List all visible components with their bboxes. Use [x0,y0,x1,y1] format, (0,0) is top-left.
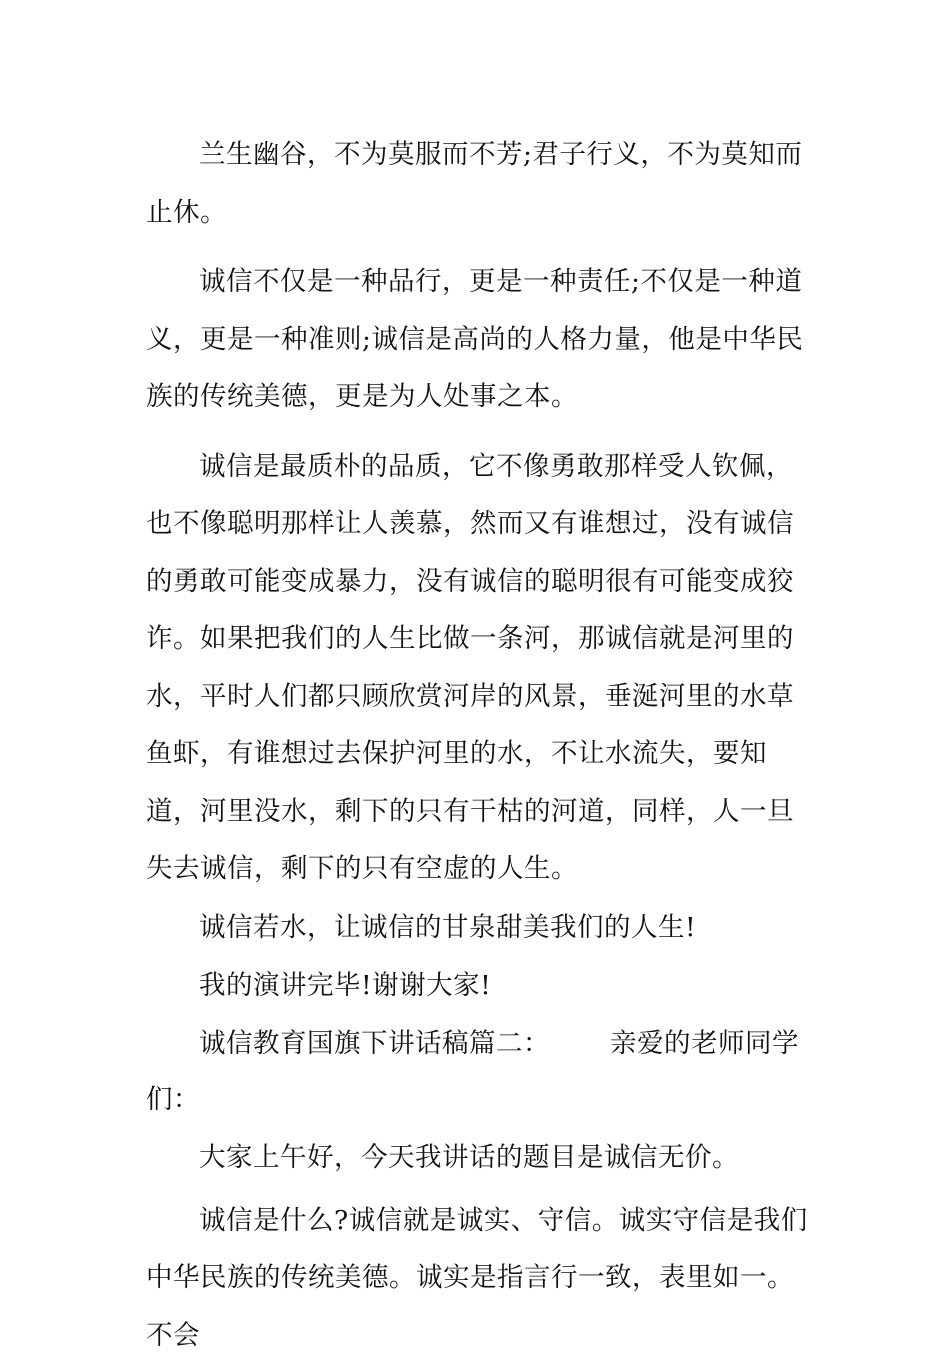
paragraph-1: 兰生幽谷，不为莫服而不芳;君子行义，不为莫知而止休。 [146,126,814,241]
paragraph-7: 诚信是什么?诚信就是诚实、守信。诚实守信是我们中华民族的传统美德。诚实是指言行一致，表里如一。不会 [146,1192,814,1364]
section-heading [146,1016,814,1128]
section-title: 诚信教育国旗下讲话稿篇二： [199,1028,550,1059]
paragraph-6: 大家上午好，今天我讲话的题目是诚信无价。 [146,1130,814,1186]
paragraph-2: 诚信不仅是一种品行，更是一种责任;不仅是一种道义，更是一种准则;诚信是高尚的人格力量，他是中华民族的传统美德，更是为人处事之本。 [146,253,814,426]
paragraph-5: 我的演讲完毕!谢谢大家! [146,958,814,1014]
section-greeting: 亲爱的老师同学们： [146,1028,799,1115]
paragraph-4: 诚信若水，让诚信的甘泉甜美我们的人生! [146,900,814,956]
paragraph-3: 诚信是最质朴的品质，它不像勇敢那样受人钦佩，也不像聪明那样让人羡慕，然而又有谁想过，没有诚信的勇敢可能变成暴力，没有诚信的聪明很有可能变成狡诈。如果把我们的人生比做一条河，那诚信就是河里的水，平时人们都只顾欣赏河岸的风景，垂涎河里的水草鱼虾，有谁想过去保护河里的水，不让水流失，要知道，河里没水，剩下的只有干枯的河道，同样，人一旦失去诚信，剩下的只有空虚的人生。 [146,438,814,898]
document-body [146,126,814,1364]
